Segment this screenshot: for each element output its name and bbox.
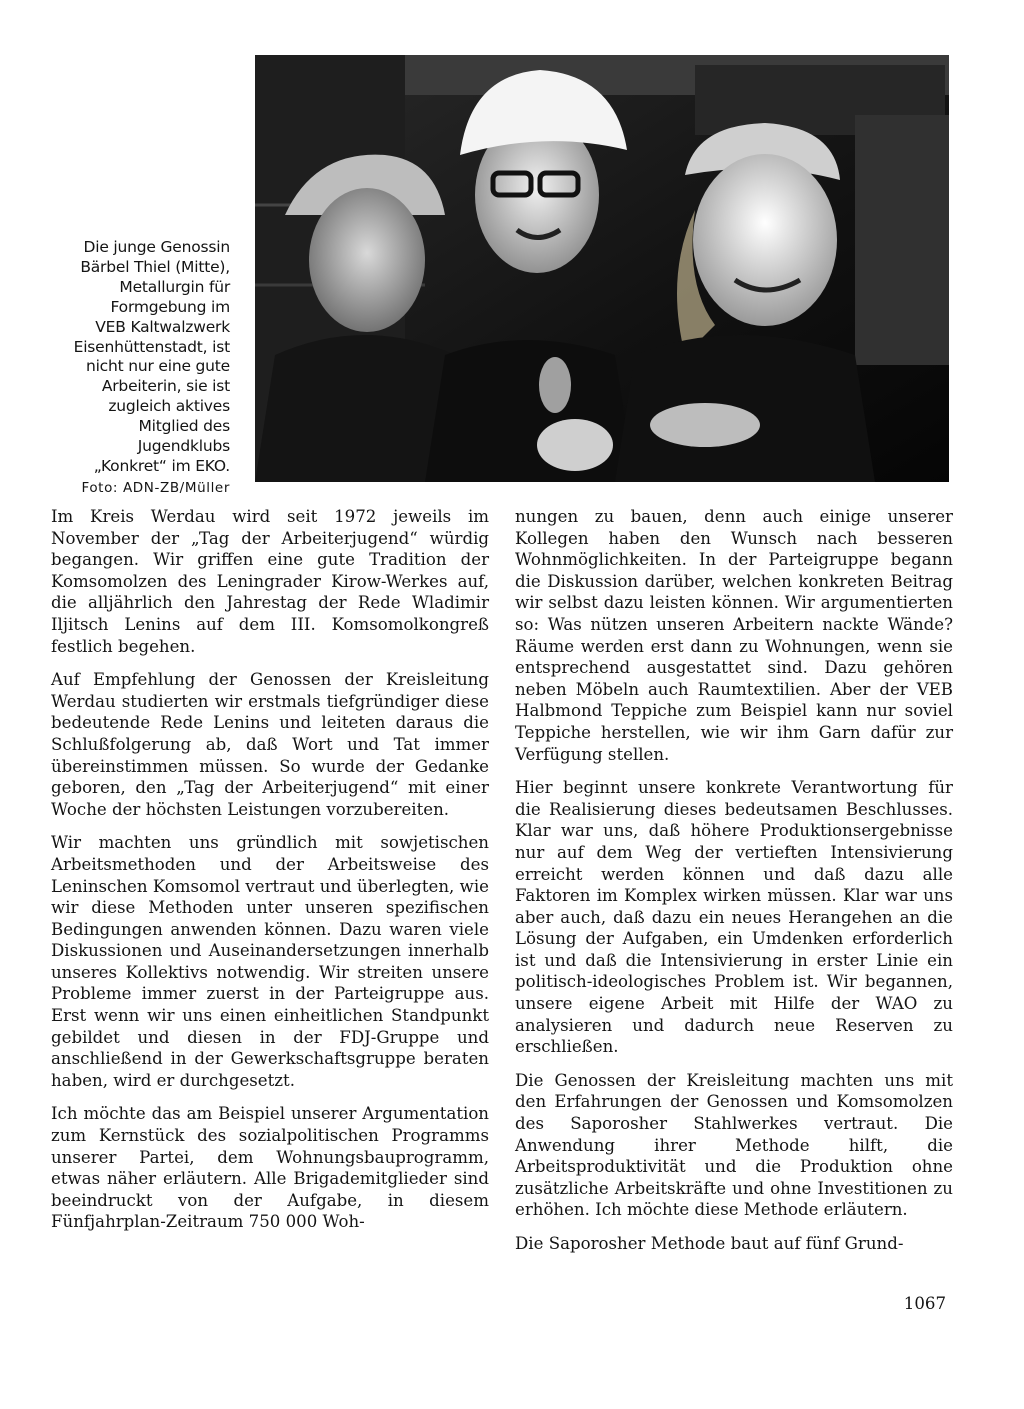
caption-line: zugleich aktives xyxy=(108,397,230,416)
paragraph: nungen zu bauen, denn auch einige unserer Kollegen haben den Wunsch nach besseren Wohnmöglichkeiten. In der Parteigruppe begann die Diskussion darüber, welchen konkreten Beitrag wir selbst dazu leisten können. Wir argumentierten so: Was nützen unseren Arbeitern nackte Wände? Räume werden erst dann zu Wohnungen, wenn sie entsprechend ausgestattet sind. Dazu gehören neben Möbeln auch Raumtextilien. Aber der VEB Halbmond Teppiche zum Beispiel kann nur soviel Teppiche herstellen, wie wir ihm Garn dafür zur Verfügung stellen. xyxy=(515,507,953,764)
caption-line: Die junge Genossin xyxy=(83,238,230,256)
caption-line: nicht nur eine gute xyxy=(85,357,230,376)
caption-line: Bärbel Thiel (Mitte), xyxy=(80,257,230,276)
caption-line: „Konkret“ im EKO. xyxy=(93,456,230,475)
caption-line: VEB Kaltwalzwerk xyxy=(95,317,230,336)
paragraph: Ich möchte das am Beispiel unserer Argumentation zum Kernstück des sozialpolitischen Programms unserer Partei, dem Wohnungsbauprogramm, etwas näher erläutern. Alle Brigademitglieder sind beeindruckt von der Aufgabe, in diesem Fünfjahrplan-Zeitraum 750 000 Woh- xyxy=(51,1104,489,1232)
text-column-right xyxy=(515,506,953,1267)
paragraph: Wir machten uns gründlich mit sowjetischen Arbeitsmethoden und der Arbeitsweise des Leninschen Komsomol vertraut und überlegten, wie wir diese Methoden unter unseren spezifischen Bedingungen anwenden können. Dazu waren viele Diskussionen und Auseinandersetzungen innerhalb unseres Kollektivs notwendig. Wir streiten unsere Probleme immer zuerst in der Parteigruppe aus. Erst wenn wir uns einen einheitlichen Standpunkt gebildet und diesen in der FDJ-Gruppe und anschließend in der Gewerkschaftsgruppe beraten haben, wird er durchgesetzt. xyxy=(51,833,489,1090)
paragraph: Auf Empfehlung der Genossen der Kreisleitung Werdau studierten wir erstmals tiefgründiger diese bedeutende Rede Lenins und leiteten daraus die Schlußfolgerung ab, daß Wort und Tat immer übereinstimmen müssen. So wurde der Gedanke geboren, den „Tag der Arbeiterjugend“ mit einer Woche der höchsten Leistungen vorzubereiten. xyxy=(51,670,489,819)
caption-line: Eisenhüttenstadt, ist xyxy=(73,337,230,356)
paragraph: Hier beginnt unsere konkrete Verantwortung für die Realisierung dieses bedeutsamen Beschlusses. Klar war uns, daß höhere Produktionsergebnisse nur auf dem Weg der vertieften Intensivierung erreicht werden können und daß dazu alle Faktoren im Komplex wirken müssen. Klar war uns aber auch, daß dazu ein neues Herangehen an die Lösung der Aufgaben, ein Umdenken erforderlich ist und daß die Intensivierung in erster Linie ein politisch-ideologisches Problem ist. Wir begannen, unsere eigene Arbeit mit Hilfe der WAO zu analysieren und dadurch neue Reserven zu erschließen. xyxy=(515,778,953,1057)
caption-line: Arbeiterin, sie ist xyxy=(101,377,230,396)
caption-line: Mitglied des xyxy=(138,417,230,436)
caption-line: Jugendklubs xyxy=(137,437,230,456)
paragraph: Die Saporosher Methode baut auf fünf Grund- xyxy=(515,1234,904,1253)
photo-illustration xyxy=(255,55,949,482)
text-column-left xyxy=(51,506,489,1245)
caption-line: Metallurgin für xyxy=(119,277,230,296)
caption-line: Formgebung im xyxy=(110,297,230,316)
page-number: 1067 xyxy=(903,1294,946,1313)
photo-credit: Foto: ADN-ZB/Müller xyxy=(81,479,230,496)
paragraph: Die Genossen der Kreisleitung machten uns mit den Erfahrungen der Genossen und Komsomolzen des Saporosher Stahlwerkes vertraut. Die Anwendung ihrer Methode hilft, die Arbeitsproduktivität und die Produktion ohne zusätzliche Arbeitskräfte und ohne Investitionen zu erhöhen. Ich möchte diese Methode erläutern. xyxy=(515,1070,953,1220)
photo-caption xyxy=(18,238,230,499)
paragraph: Im Kreis Werdau wird seit 1972 jeweils im November der „Tag der Arbeiterjugend“ würdig begangen. Wir griffen eine gute Tradition der Komsomolzen des Leningrader Kirow-Werkes auf, die alljährlich den Jahrestag der Rede Wladimir Iljitsch Lenins auf dem III. Komsomolkongreß festlich begehen. xyxy=(51,507,489,656)
photograph xyxy=(255,55,949,482)
